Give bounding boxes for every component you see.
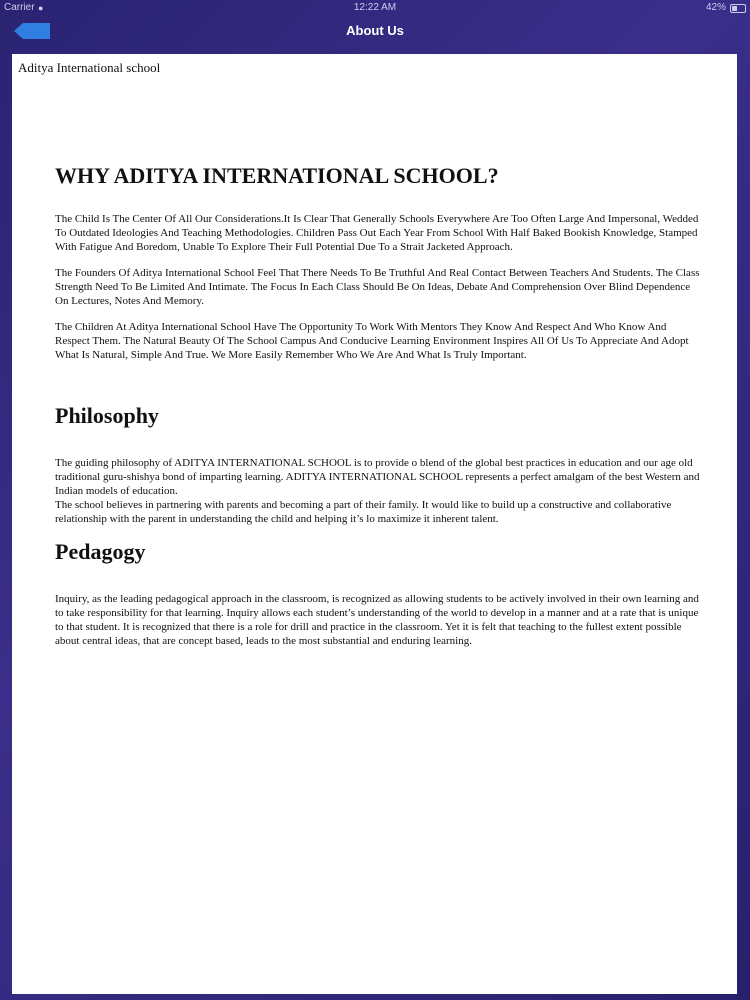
back-arrow-icon[interactable] — [14, 23, 50, 39]
why-paragraph-1: The Child Is The Center Of All Our Considerations.It Is Clear That Generally Schools Everywhere Are Too Often Large And Impersonal, Wedded To Outdated Ideologies And Teaching Methodologies. Children Pass Out Each Year From School With Half Baked Bookish Knowledge, Stamped With Fatigue And Boredom, Unable To Explore Their Full Potential Due To a Strait Jacketed Approach. — [55, 213, 699, 253]
philosophy-heading: Philosophy — [55, 403, 159, 428]
wifi-icon: ● — [38, 3, 44, 13]
why-heading: WHY ADITYA INTERNATIONAL SCHOOL? — [55, 163, 499, 188]
philosophy-paragraph-1: The guiding philosophy of ADITYA INTERNATIONAL SCHOOL is to provide o blend of the global best practices in education and our age old traditional guru-shishya bond of imparting learning. ADITYA INTERNATIONAL SCHOOL represents a perfect amalgam of the best Western and Indian models of education. — [55, 457, 700, 497]
philosophy-paragraph-2: The school believes in partnering with parents and becoming a part of their family. It would like to build up a constructive and collaborative relationship with the parent in understanding the child and helping it’s lo maximize it inherent talent. — [55, 499, 672, 525]
back-button[interactable] — [14, 23, 50, 39]
page-title: About Us — [346, 23, 404, 38]
battery-percent: 42% — [705, 2, 726, 13]
pedagogy-heading: Pedagogy — [55, 539, 146, 564]
status-bar — [0, 0, 750, 16]
carrier-label: Carrier — [4, 2, 35, 13]
content-panel[interactable] — [12, 54, 737, 994]
navigation-bar — [0, 16, 750, 52]
school-name: Aditya International school — [18, 60, 161, 75]
battery-icon — [730, 4, 746, 13]
why-paragraph-2: The Founders Of Aditya International School Feel That There Needs To Be Truthful And Real Contact Between Teachers And Students. The Class Strength Need To Be Limited And Intimate. The Focus In Each Class Should Be On Ideas, Debate And Comprehension Over Blind Dependence On Lectures, Notes And Memory. — [55, 267, 700, 307]
pedagogy-paragraph-1: Inquiry, as the leading pedagogical approach in the classroom, is recognized as allowing students to be actively involved in their own learning and to take responsibility for that learning. Inquiry allows each student’s understanding of the world to develop in a manner and at a rate that is unique to that student. It is recognized that there is a role for drill and practice in the classroom. Yet it is felt that teaching to the fullest extent possible about central ideas, that are concept based, leads to the most substantial and enduring learning. — [55, 593, 699, 647]
status-time: 12:22 AM — [353, 2, 397, 13]
about-article — [55, 162, 700, 660]
why-paragraph-3: The Children At Aditya International School Have The Opportunity To Work With Mentors They Know And Respect And Who Know And Respect Them. The Natural Beauty Of The School Campus And Conducive Learning Environment Inspires All Of Us To Appreciate And Adopt What Is Natural, Simple And True. We More Easily Remember Who We Are And What Is Truly Important. — [55, 321, 689, 361]
